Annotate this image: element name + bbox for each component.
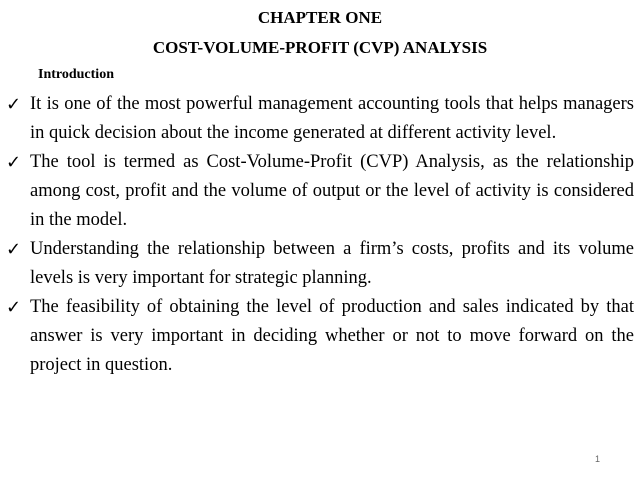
bullet-text: The tool is termed as Cost-Volume-Profit (CVP) Analysis, as the relationship among cost, profit and the volume of output or the level of activity is considered in the model. (30, 152, 634, 230)
bullet-text: It is one of the most powerful management accounting tools that helps managers in quick decision about the income generated at different activity level. (30, 94, 634, 143)
check-mark-icon: ✓ (6, 239, 22, 260)
bullet-item (6, 293, 634, 380)
page-number: 1 (594, 454, 600, 464)
chapter-title: CHAPTER ONE (257, 8, 383, 27)
chapter-subtitle: COST-VOLUME-PROFIT (CVP) ANALYSIS (152, 38, 488, 57)
check-mark-icon: ✓ (6, 297, 22, 318)
check-mark-icon: ✓ (6, 152, 22, 173)
bullet-text: Understanding the relationship between a firm’s costs, profits and its volume levels is very important for strategic planning. (30, 239, 634, 288)
bullet-text: The feasibility of obtaining the level of production and sales indicated by that answer is very important in deciding whether or not to move forward on the project in question. (30, 297, 634, 375)
check-mark-icon: ✓ (6, 94, 22, 115)
bullet-item (6, 90, 634, 148)
section-label: Introduction (38, 67, 114, 82)
bullet-item (6, 148, 634, 235)
bullet-item (6, 235, 634, 293)
bullet-list (6, 90, 634, 380)
